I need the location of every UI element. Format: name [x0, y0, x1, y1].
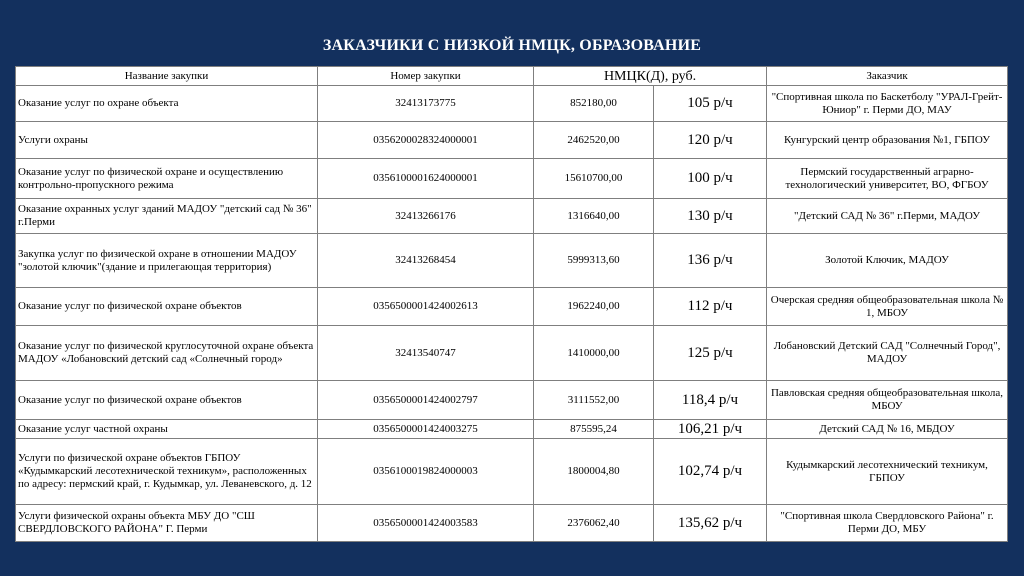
customer-cell: Павловская средняя общеобразовательная школа, МБОУ — [767, 381, 1008, 420]
purchase-number-cell: 0356500001424003583 — [318, 505, 534, 542]
price-cell: 2376062,40 — [534, 505, 654, 542]
customer-cell: Кунгурский центр образования №1, ГБПОУ — [767, 122, 1008, 159]
purchase-number-cell: 32413540747 — [318, 326, 534, 381]
table-row — [16, 288, 1008, 326]
purchase-name-cell: Оказание услуг по физической охране объектов — [16, 288, 318, 326]
table-row — [16, 381, 1008, 420]
purchase-name-cell: Оказание услуг частной охраны — [16, 420, 318, 439]
purchase-number-cell: 32413266176 — [318, 199, 534, 234]
purchase-number-cell: 32413268454 — [318, 234, 534, 288]
purchase-name-cell: Оказание услуг по физической охране и осуществлению контрольно-пропускного режима — [16, 159, 318, 199]
price-cell: 1316640,00 — [534, 199, 654, 234]
customer-cell: "Спортивная школа Свердловского Района" г. Перми ДО, МБУ — [767, 505, 1008, 542]
hourly-rate-cell: 120 р/ч — [654, 122, 767, 159]
header-nmck: НМЦК(Д), руб. — [534, 67, 767, 86]
price-cell: 3111552,00 — [534, 381, 654, 420]
table-row — [16, 159, 1008, 199]
purchase-number-cell: 0356200028324000001 — [318, 122, 534, 159]
price-cell: 875595,24 — [534, 420, 654, 439]
purchase-name-cell: Услуги по физической охране объектов ГБПОУ «Кудымкарский лесотехнической техникум», расположенных по адресу: пермский край, г. Кудымкар, ул. Леваневского, д. 12 — [16, 439, 318, 505]
purchase-number-cell: 0356500001424003275 — [318, 420, 534, 439]
purchase-number-cell: 32413173775 — [318, 86, 534, 122]
customer-cell: "Спортивная школа по Баскетболу "УРАЛ-Грейт-Юниор" г. Перми ДО, МАУ — [767, 86, 1008, 122]
price-cell: 15610700,00 — [534, 159, 654, 199]
customer-cell: Лобановский Детский САД "Солнечный Город", МАДОУ — [767, 326, 1008, 381]
purchase-number-cell: 0356100019824000003 — [318, 439, 534, 505]
purchase-number-cell: 0356500001424002797 — [318, 381, 534, 420]
hourly-rate-cell: 135,62 р/ч — [654, 505, 767, 542]
purchase-name-cell: Оказание услуг по охране объекта — [16, 86, 318, 122]
hourly-rate-cell: 125 р/ч — [654, 326, 767, 381]
purchase-name-cell: Закупка услуг по физической охране в отношении МАДОУ "золотой ключик"(здание и прилегающая территория) — [16, 234, 318, 288]
purchase-number-cell: 0356500001424002613 — [318, 288, 534, 326]
price-cell: 5999313,60 — [534, 234, 654, 288]
slide-title: ЗАКАЗЧИКИ С НИЗКОЙ НМЦК, ОБРАЗОВАНИЕ — [322, 37, 702, 54]
customer-cell: Очерская средняя общеобразовательная школа № 1, МБОУ — [767, 288, 1008, 326]
table-row — [16, 86, 1008, 122]
purchase-name-cell: Оказание услуг по физической круглосуточной охране объекта МАДОУ «Лобановский детский сад «Солнечный город» — [16, 326, 318, 381]
customer-cell: Детский САД № 16, МБДОУ — [767, 420, 1008, 439]
purchase-name-cell: Услуги охраны — [16, 122, 318, 159]
header-number: Номер закупки — [318, 67, 534, 86]
price-cell: 2462520,00 — [534, 122, 654, 159]
hourly-rate-cell: 105 р/ч — [654, 86, 767, 122]
header-name: Название закупки — [16, 67, 318, 86]
customer-cell: Пермский государственный аграрно-технологический университет, ВО, ФГБОУ — [767, 159, 1008, 199]
header-customer: Заказчик — [767, 67, 1008, 86]
purchase-name-cell: Оказание охранных услуг зданий МАДОУ "детский сад № 36" г.Перми — [16, 199, 318, 234]
customer-cell: Кудымкарский лесотехнический техникум, ГБПОУ — [767, 439, 1008, 505]
customer-cell: Золотой Ключик, МАДОУ — [767, 234, 1008, 288]
hourly-rate-cell: 136 р/ч — [654, 234, 767, 288]
table-row — [16, 326, 1008, 381]
purchase-name-cell: Оказание услуг по физической охране объектов — [16, 381, 318, 420]
table-row — [16, 234, 1008, 288]
price-cell: 1410000,00 — [534, 326, 654, 381]
purchase-name-cell: Услуги физической охраны объекта МБУ ДО "СШ СВЕРДЛОВСКОГО РАЙОНА" Г. Перми — [16, 505, 318, 542]
hourly-rate-cell: 106,21 р/ч — [654, 420, 767, 439]
price-cell: 1800004,80 — [534, 439, 654, 505]
table-row — [16, 122, 1008, 159]
table-header-row — [16, 67, 1008, 86]
hourly-rate-cell: 102,74 р/ч — [654, 439, 767, 505]
hourly-rate-cell: 118,4 р/ч — [654, 381, 767, 420]
table-row — [16, 199, 1008, 234]
procurement-table — [15, 66, 1008, 542]
hourly-rate-cell: 112 р/ч — [654, 288, 767, 326]
price-cell: 852180,00 — [534, 86, 654, 122]
customer-cell: "Детский САД № 36" г.Перми, МАДОУ — [767, 199, 1008, 234]
purchase-number-cell: 0356100001624000001 — [318, 159, 534, 199]
price-cell: 1962240,00 — [534, 288, 654, 326]
hourly-rate-cell: 130 р/ч — [654, 199, 767, 234]
table-row — [16, 505, 1008, 542]
table-row — [16, 439, 1008, 505]
table-row — [16, 420, 1008, 439]
hourly-rate-cell: 100 р/ч — [654, 159, 767, 199]
